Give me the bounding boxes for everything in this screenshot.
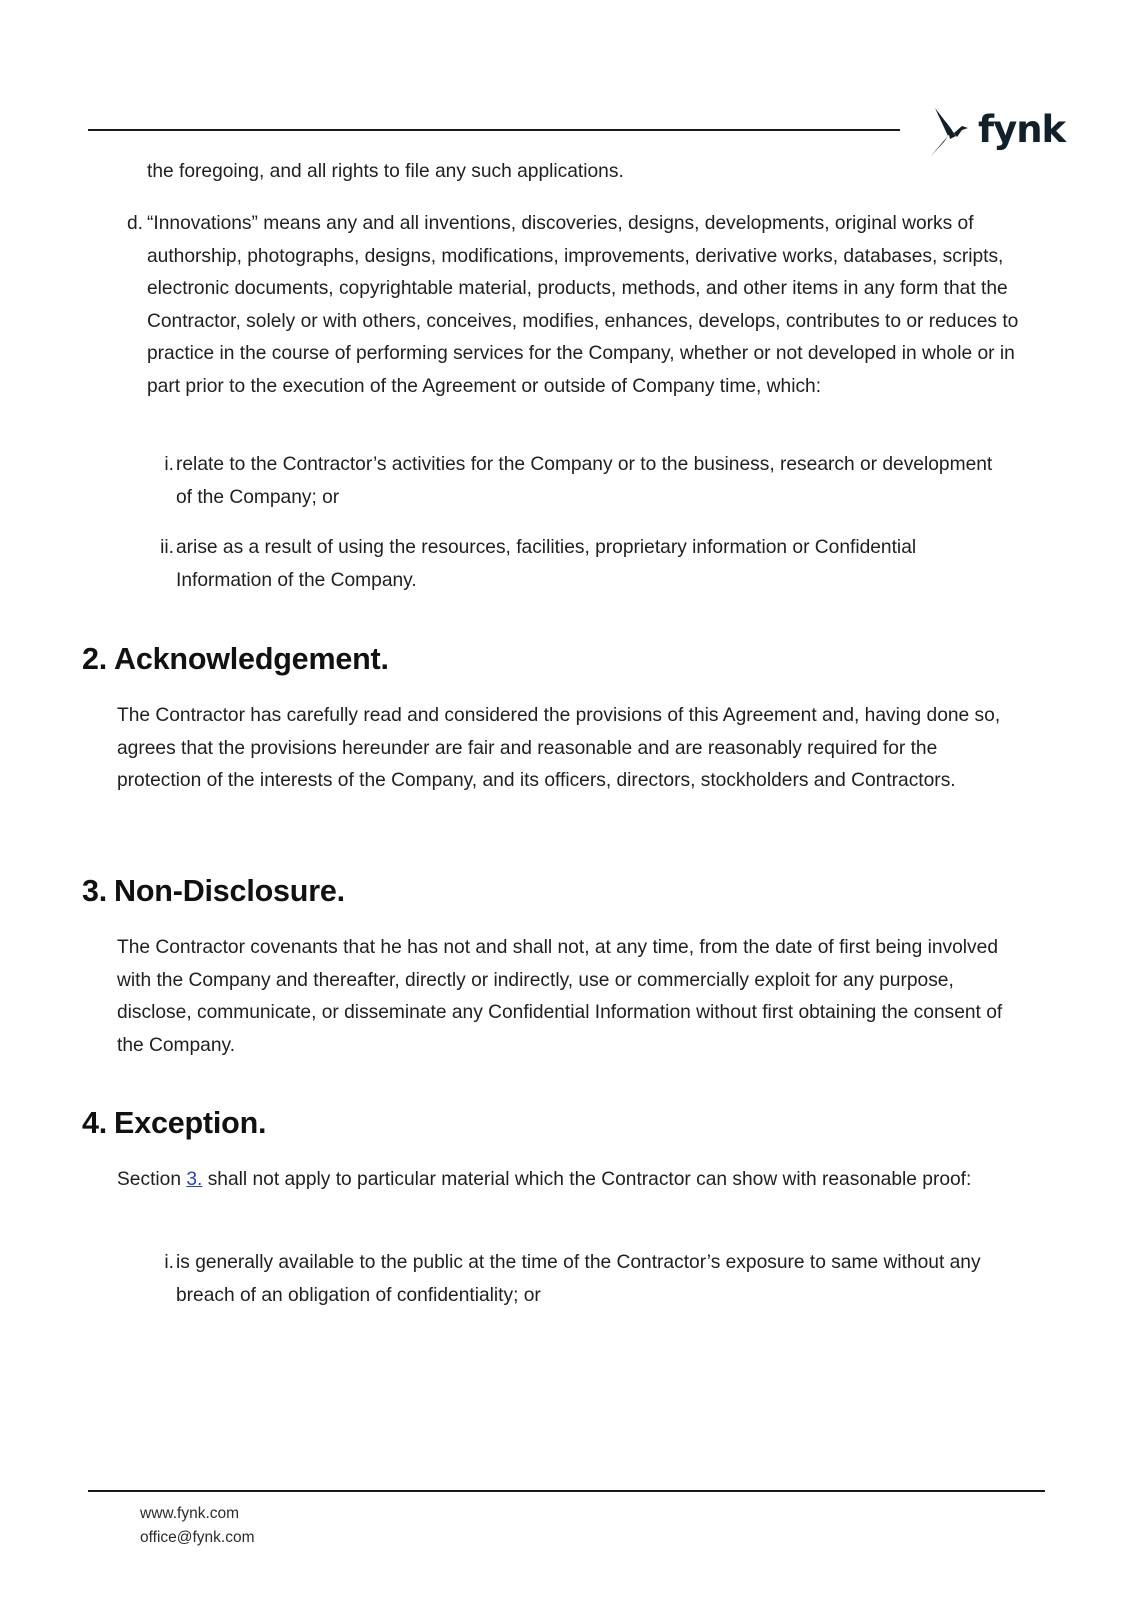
footer-divider: [88, 1490, 1045, 1492]
list-marker: d.: [126, 213, 143, 234]
section-number: 2.: [82, 642, 108, 676]
footer-email-link[interactable]: office@fynk.com: [140, 1529, 255, 1546]
body-suffix: shall not apply to particular material which the Contractor can show with reasonable proof:: [207, 1169, 972, 1190]
list-item-text: arise as a result of using the resources, facilities, proprietary information or Confidential Information of the Company.: [176, 537, 917, 591]
list-item-text: is generally available to the public at the time of the Contractor’s exposure to same without any breach of an obligation of confidentiality; or: [176, 1252, 981, 1306]
definition-item-d: [126, 208, 1027, 403]
list-item: [164, 449, 1006, 514]
brand-logo[interactable]: [922, 104, 1065, 160]
list-item-text: relate to the Contractor’s activities for the Company or to the business, research or development of the Company; or: [176, 454, 993, 508]
header-divider: [88, 129, 900, 131]
section-title: Acknowledgement.: [114, 642, 389, 676]
logo-wordmark: fynk: [978, 107, 1066, 151]
section-heading-acknowledgement: [82, 639, 389, 679]
section-number: 3.: [82, 874, 108, 908]
definition-text: “Innovations” means any and all inventions, discoveries, designs, developments, original works of authorship, photographs, designs, modifications, improvements, derivative works, databases, scripts, electronic documents, copyrightable material, products, methods, and other items in any form that the Contractor, solely or with others, conceives, modifies, enhances, develops, contributes to or reduces to practice in the course of performing services for the Company, whether or not developed in whole or in part prior to the execution of the Agreement or outside of Company time, which:: [147, 213, 1019, 397]
fynk-bird-logo-icon: [922, 106, 972, 158]
list-marker: i.: [164, 454, 174, 475]
footer-contact: [140, 1502, 255, 1550]
section-title: Exception.: [114, 1106, 267, 1140]
section-number: 4.: [82, 1106, 108, 1140]
footer-website-link[interactable]: www.fynk.com: [140, 1505, 240, 1522]
continuation-text: the foregoing, and all rights to file any such applications.: [147, 161, 624, 182]
list-item: [164, 1247, 1006, 1312]
list-item: [160, 532, 1006, 597]
section-body-non-disclosure: The Contractor covenants that he has not and shall not, at any time, from the date of first being involved with the Company and thereafter, directly or indirectly, use or commercially exploit for any purpose, disclose, communicate, or disseminate any Confidential Information without first obtaining the consent of the Company.: [117, 937, 1003, 1056]
body-prefix: Section: [117, 1169, 181, 1190]
list-marker: ii.: [160, 537, 174, 558]
section-heading-exception: [82, 1103, 266, 1143]
section-title: Non-Disclosure.: [114, 874, 345, 908]
section-heading-non-disclosure: [82, 871, 345, 911]
section-body-acknowledgement: The Contractor has carefully read and considered the provisions of this Agreement and, having done so, agrees that the provisions hereunder are fair and reasonable and are reasonably required for the protection of the interests of the Company, and its officers, directors, stockholders and Contractors.: [117, 705, 1001, 791]
list-marker: i.: [164, 1252, 174, 1273]
section-body-exception: [117, 1164, 1017, 1197]
section-3-link[interactable]: 3.: [186, 1169, 203, 1190]
